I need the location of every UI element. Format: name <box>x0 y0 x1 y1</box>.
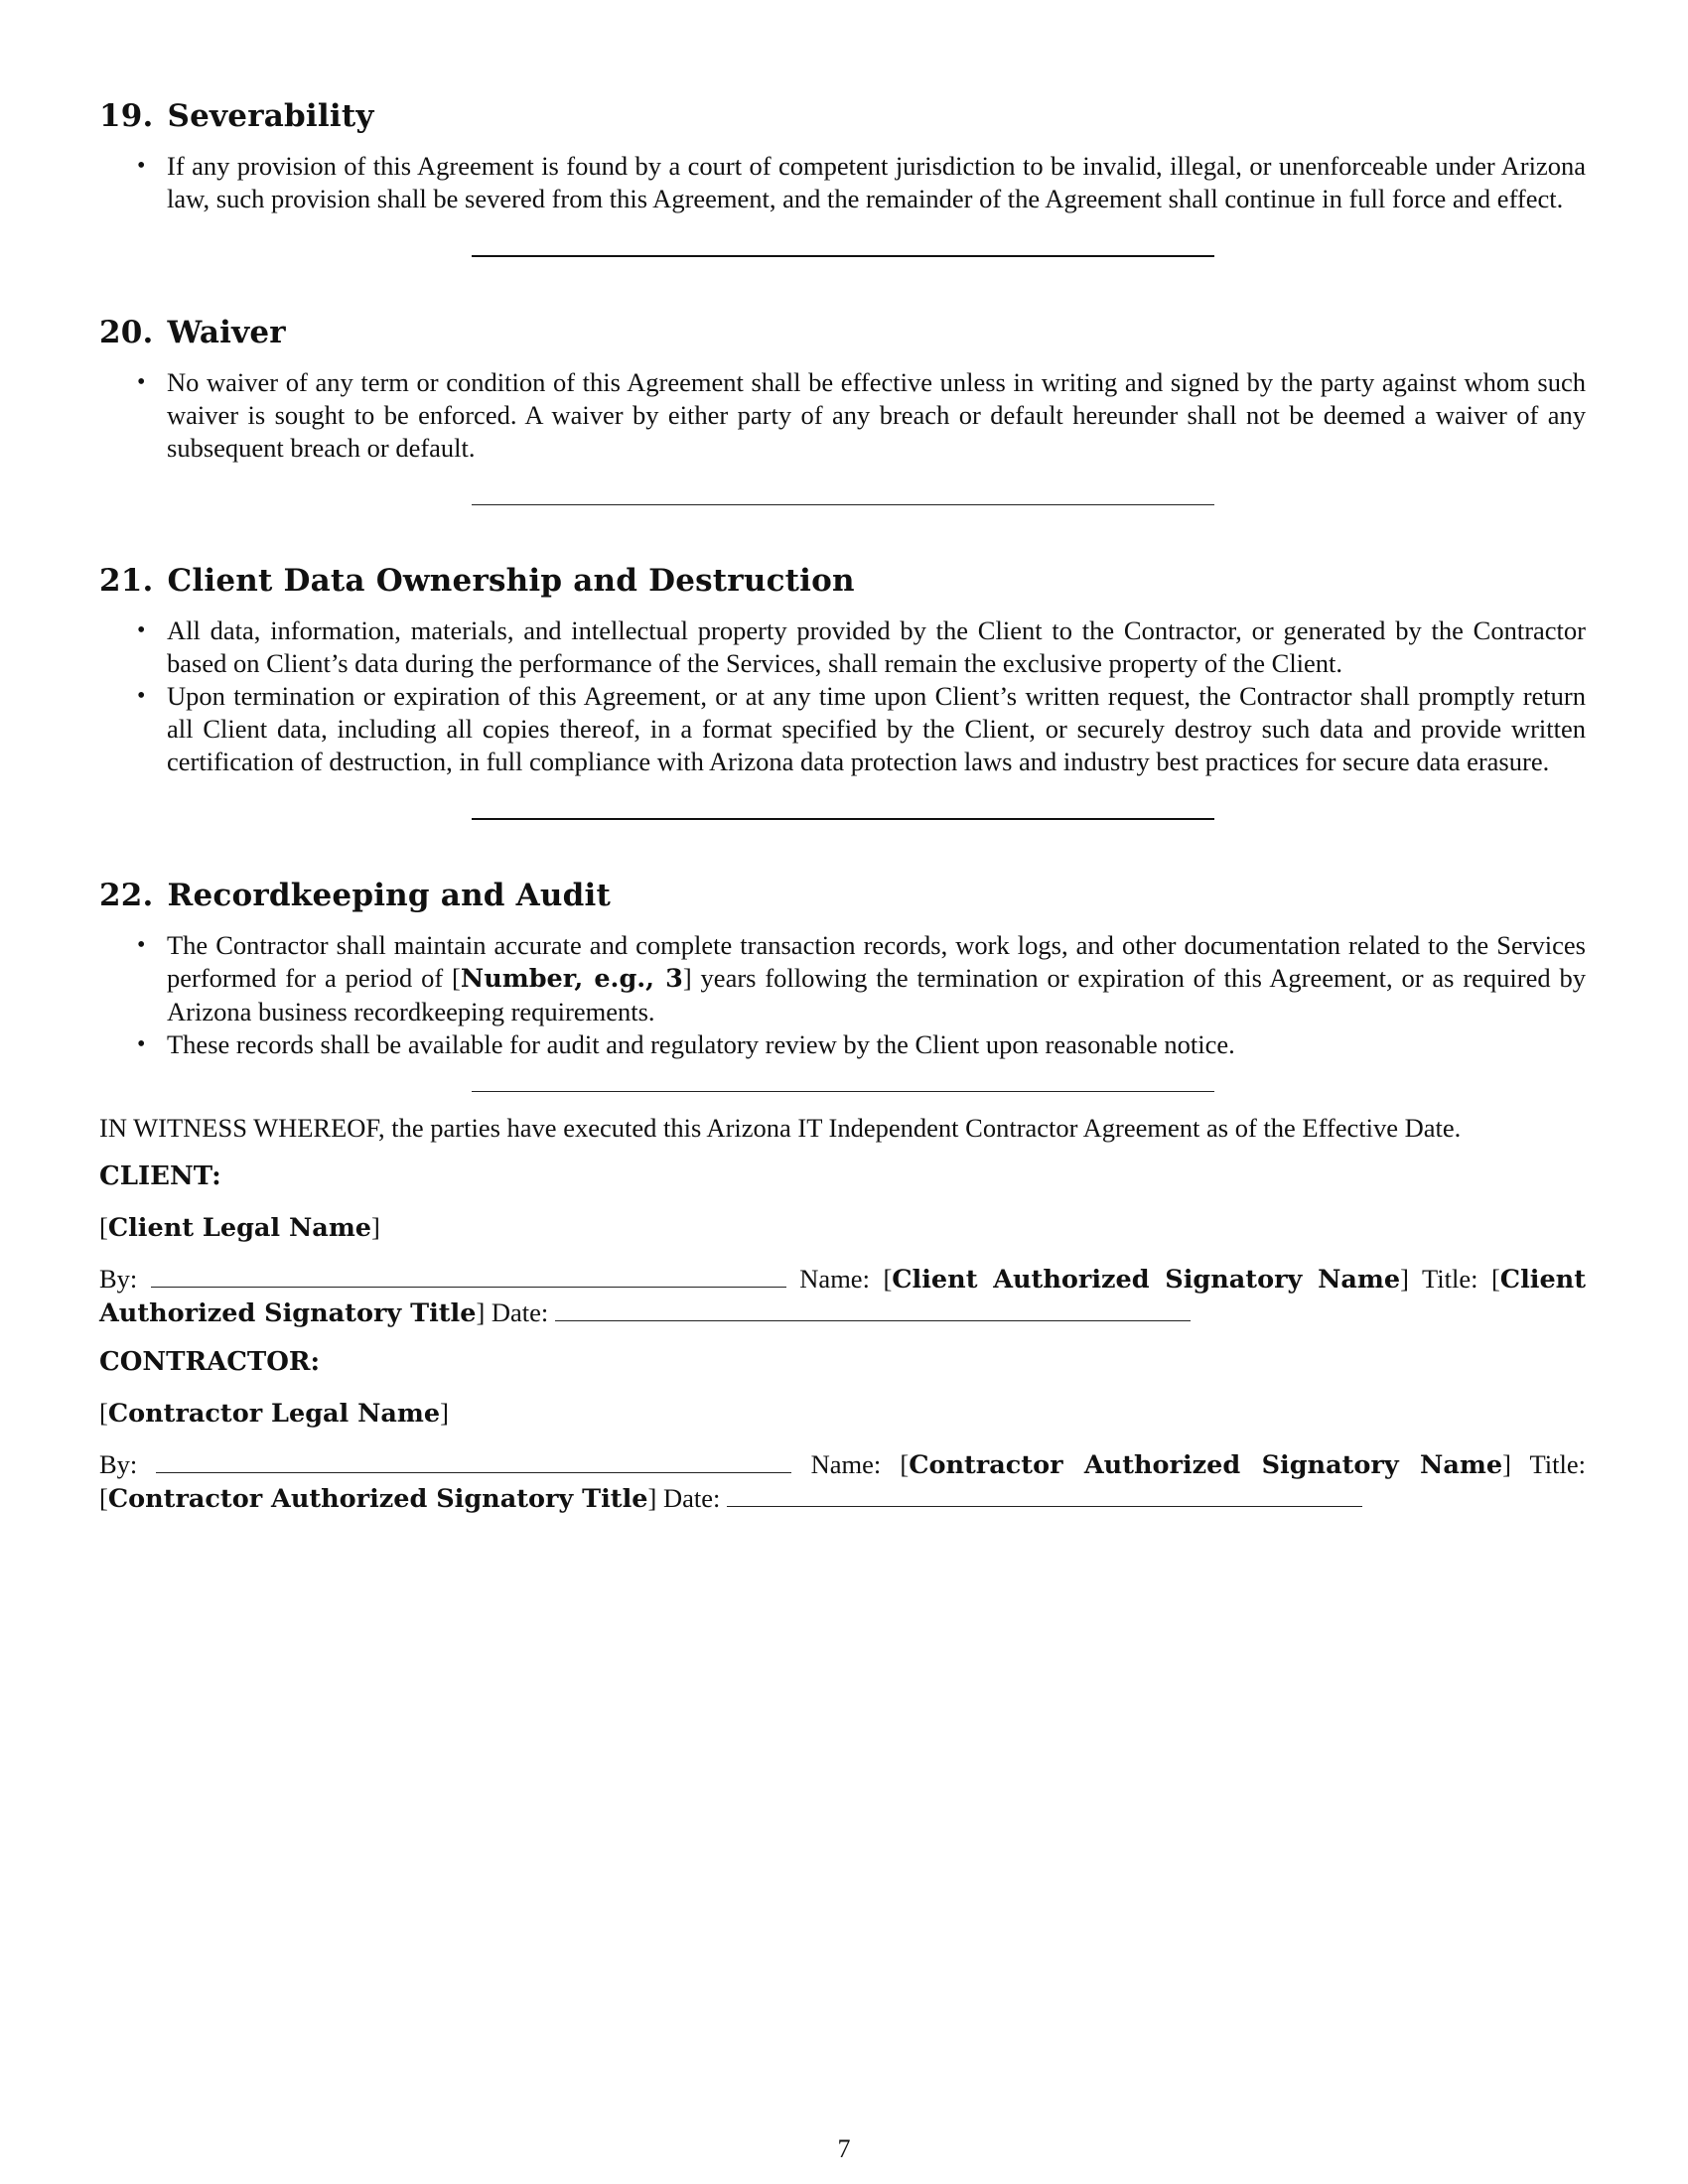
section-recordkeeping <box>99 875 1586 1061</box>
bullet-list <box>99 366 1586 465</box>
client-legal-name: [Client Legal Name] <box>99 1212 380 1243</box>
section-heading <box>99 95 1586 137</box>
item-text: ] years following the termination or expiration of this Agreement, or as required by Arizona business recordkeeping requirements. <box>167 963 1586 1026</box>
list-item: • Upon termination or expiration of this Agreement, or at any time upon Client’s written request, the Contractor shall promptly return all Client data, including all copies thereof, in a format specified by the Client, or securely destroy such data and provide written certification of destruction, in full compliance with Arizona data protection laws and industry best practices for secure data erasure. <box>99 680 1586 778</box>
name-label: Name: <box>810 1449 882 1479</box>
client-signature-block <box>99 1160 1586 1330</box>
section-number: 19. <box>99 98 154 134</box>
section-number: 22. <box>99 878 154 913</box>
section-heading <box>99 560 1586 602</box>
signatory-title: Contractor Authorized Signatory Title <box>107 1484 648 1514</box>
document-body <box>99 95 1586 1516</box>
contractor-heading: CONTRACTOR: <box>99 1347 321 1377</box>
by-label: By: <box>99 1449 138 1479</box>
page-number: 7 <box>837 2134 851 2163</box>
section-client-data <box>99 560 1586 778</box>
list-item: • If any provision of this Agreement is found by a court of competent jurisdiction to be invalid, illegal, or unenforceable under Arizona law, such provision shall be severed from this Agreement, and the remainder of the Agreement shall continue in full force and effect. <box>99 150 1586 215</box>
section-number: 21. <box>99 563 154 599</box>
signature-blank[interactable] <box>151 1267 786 1288</box>
bullet-list <box>99 150 1586 215</box>
section-number: 20. <box>99 315 154 350</box>
list-item <box>99 929 1586 1028</box>
date-label: Date: <box>662 1483 721 1513</box>
title-label: Title: <box>1529 1449 1587 1479</box>
section-severability <box>99 95 1586 215</box>
section-heading <box>99 312 1586 353</box>
name-label: Name: <box>799 1264 870 1294</box>
contractor-signature-block <box>99 1346 1586 1516</box>
signatory-title: Client Authorized Signatory Title <box>99 1265 1586 1328</box>
client-heading: CLIENT: <box>99 1161 221 1191</box>
bullet-list <box>99 614 1586 778</box>
list-item: • All data, information, materials, and intellectual property provided by the Client to the Contractor, or generated by the Contractor based on Client’s data during the performance of the Services, shall remain the exclusive property of the Client. <box>99 614 1586 680</box>
bullet-list <box>99 929 1586 1061</box>
client-signature-line: By: Name: [Client Authorized Signatory Name] Title: [Client Authorized Signatory Title] Date: <box>99 1264 1586 1328</box>
date-blank[interactable] <box>727 1486 1362 1507</box>
witness-statement: IN WITNESS WHEREOF, the parties have executed this Arizona IT Independent Contractor Agreement as of the Effective Date. <box>99 1113 1462 1143</box>
signature-blank[interactable] <box>156 1452 791 1473</box>
section-title: Recordkeeping and Audit <box>167 878 612 913</box>
title-label: Title: <box>1421 1264 1478 1294</box>
by-label: By: <box>99 1264 138 1294</box>
signatory-name: Contractor Authorized Signatory Name <box>909 1450 1503 1480</box>
section-heading <box>99 875 1586 916</box>
list-item: • No waiver of any term or condition of this Agreement shall be effective unless in writing and signed by the party against whom such waiver is sought to be enforced. A waiver by either party of any breach or default hereunder shall not be deemed a waiver of any subsequent breach or default. <box>99 366 1586 465</box>
item-text: The Contractor shall maintain accurate and complete transaction records, work logs, and other documentation related to the Services performed for a period of [ <box>167 930 1586 993</box>
contractor-legal-name: [Contractor Legal Name] <box>99 1398 449 1429</box>
placeholder-number: Number, e.g., 3 <box>460 964 683 994</box>
section-title: Client Data Ownership and Destruction <box>167 563 855 599</box>
contractor-signature-line: By: Name: [Contractor Authorized Signatory Name] Title: [Contractor Authorized Signatory Title] Date: <box>99 1449 1587 1514</box>
date-label: Date: <box>491 1297 549 1327</box>
signatory-name: Client Authorized Signatory Name <box>892 1265 1401 1295</box>
section-title: Waiver <box>167 315 286 350</box>
section-title: Severability <box>167 98 374 134</box>
date-blank[interactable] <box>555 1300 1191 1321</box>
contractor-legal-name-text: Contractor Legal Name <box>107 1399 441 1429</box>
client-legal-name-text: Client Legal Name <box>107 1213 372 1243</box>
section-waiver <box>99 312 1586 465</box>
list-item: • These records shall be available for audit and regulatory review by the Client upon reasonable notice. <box>99 1028 1586 1061</box>
